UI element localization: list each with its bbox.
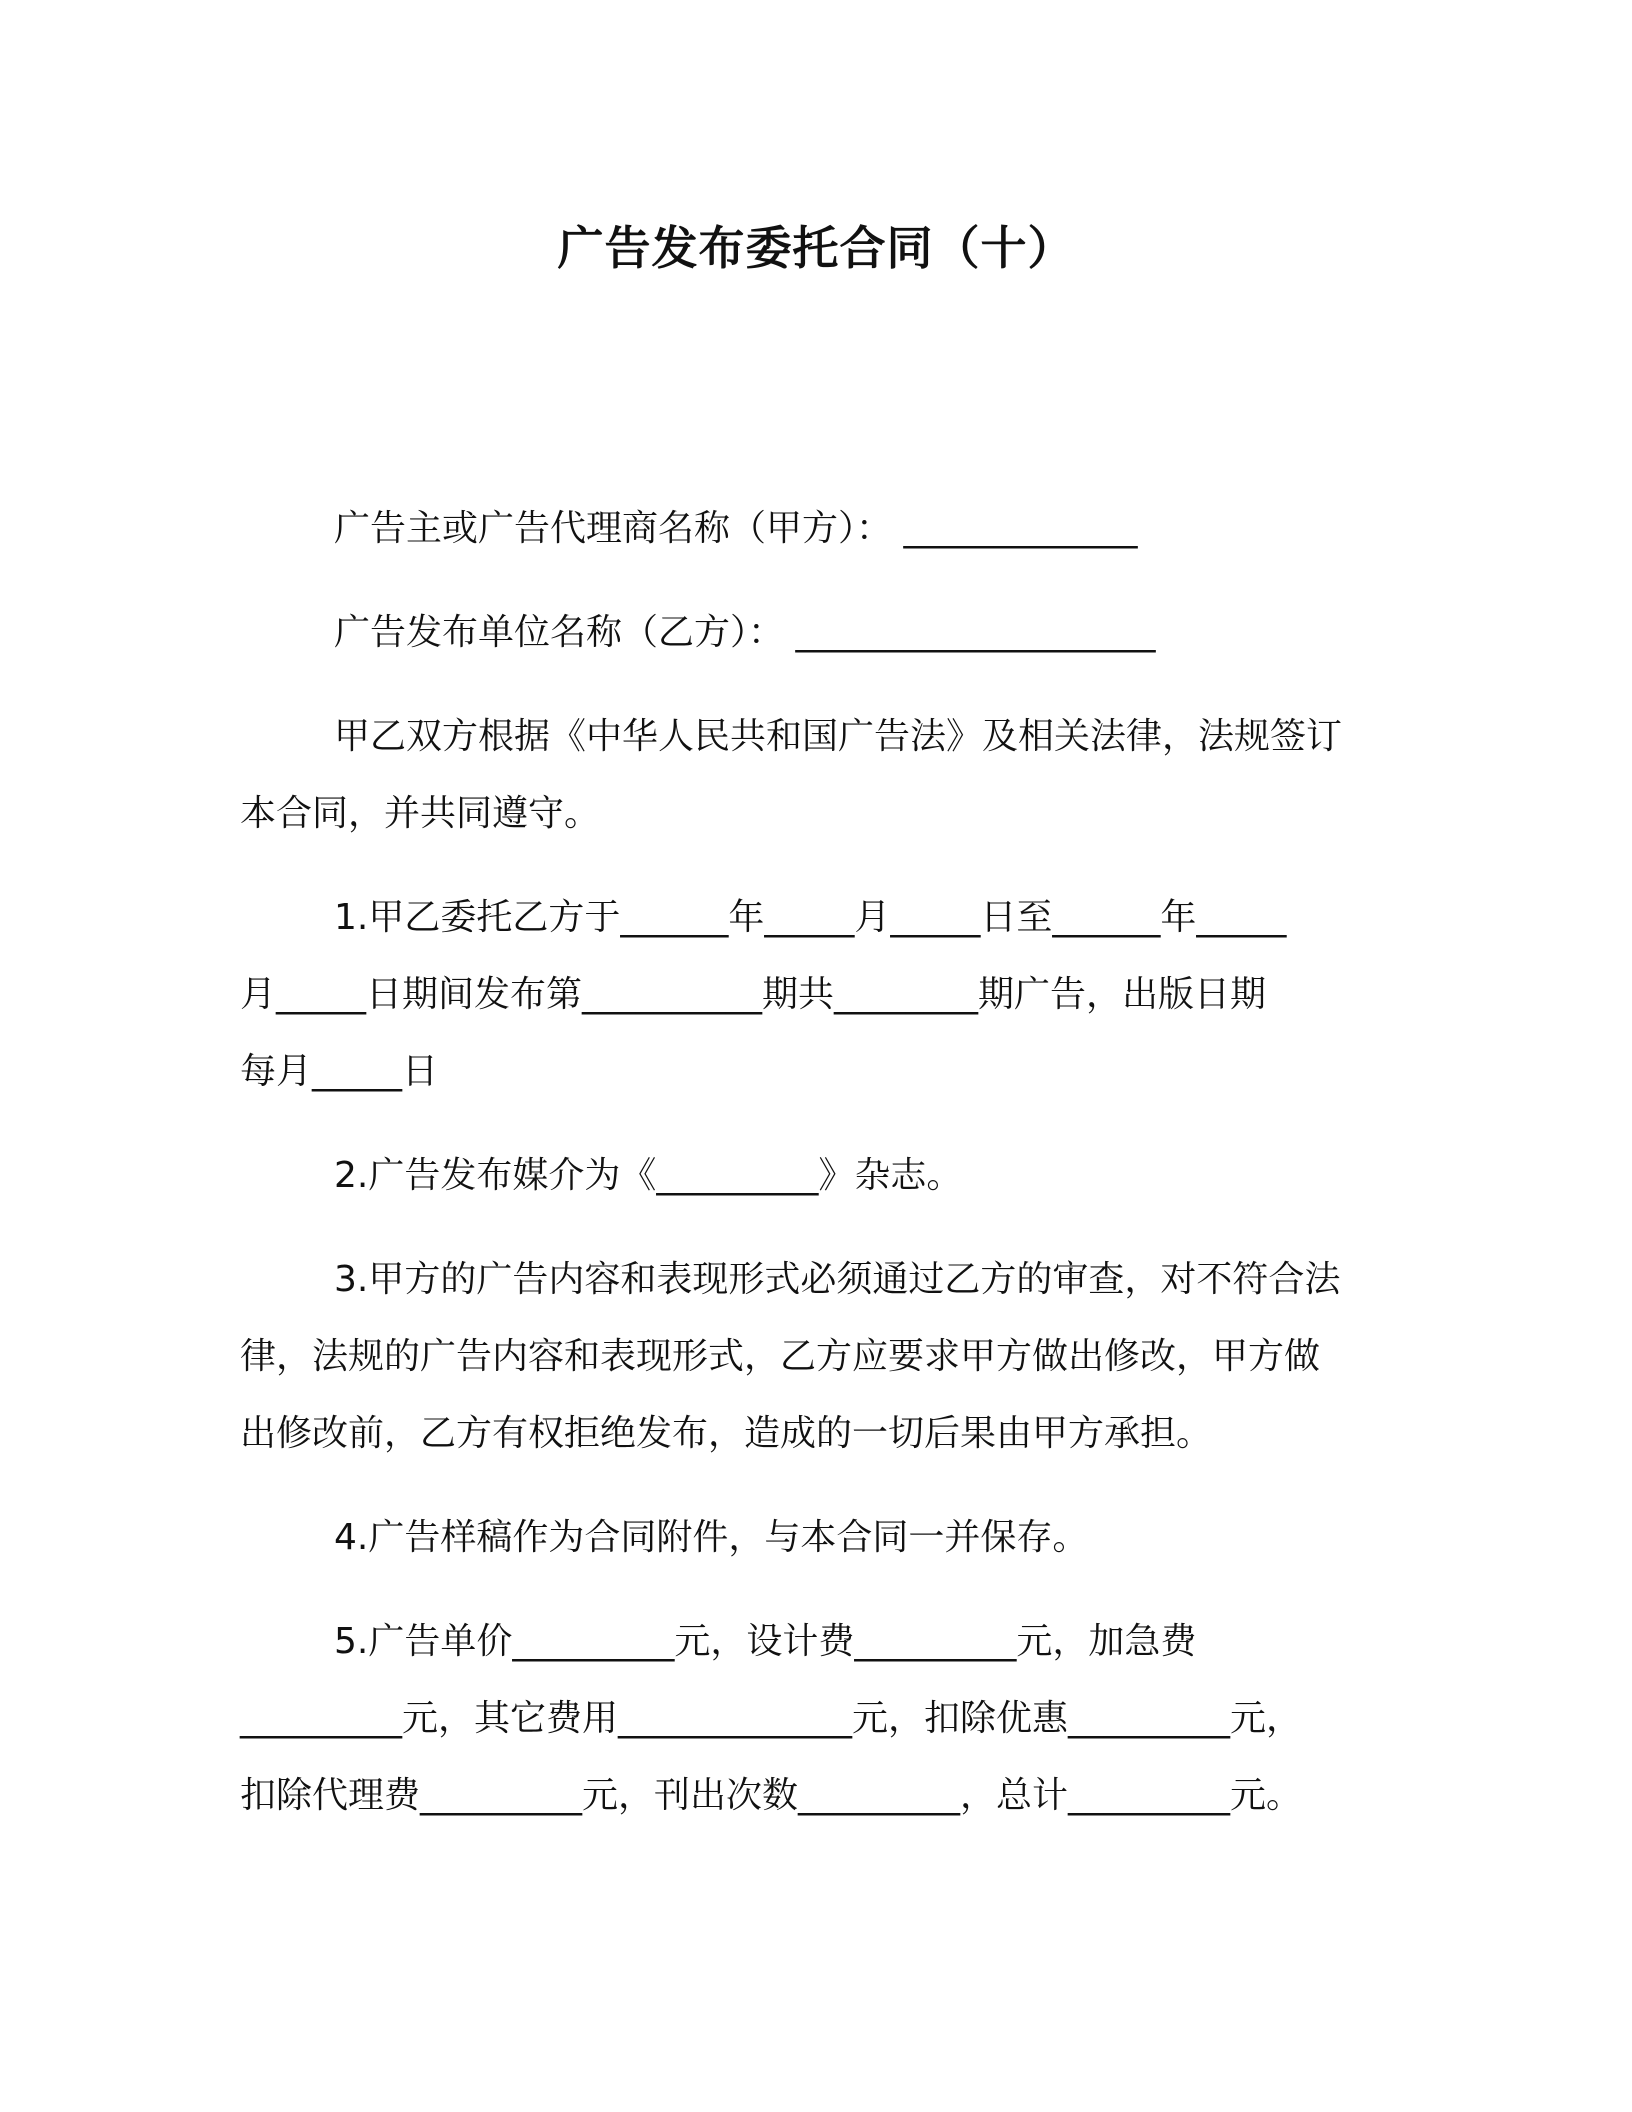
preamble-paragraph <box>240 698 1400 852</box>
paragraph-line: 5.广告单价_________元，设计费_________元，加急费 <box>334 1621 1197 1662</box>
paragraph-line: 出修改前，乙方有权拒绝发布，造成的一切后果由甲方承担。 <box>240 1413 1213 1454</box>
clause-4 <box>240 1499 1400 1576</box>
paragraph-line: _________元，其它费用_____________元，扣除优惠_________元， <box>240 1698 1303 1739</box>
paragraph-line: 广告发布单位名称（乙方）： ____________________ <box>334 612 1156 653</box>
contract-body <box>240 490 1400 1861</box>
paragraph-line: 月_____日期间发布第__________期共________期广告，出版日期 <box>240 974 1267 1015</box>
clause-5 <box>240 1603 1400 1834</box>
clause-1 <box>240 879 1400 1110</box>
clause-2 <box>240 1137 1400 1214</box>
contract-title: 广告发布委托合同（十） <box>557 221 1075 275</box>
party-a-field <box>240 490 1400 567</box>
party-b-field <box>240 594 1400 671</box>
paragraph-line: 本合同，并共同遵守。 <box>240 793 601 834</box>
paragraph-line: 4.广告样稿作为合同附件，与本合同一并保存。 <box>334 1517 1089 1558</box>
paragraph-line: 2.广告发布媒介为《_________》杂志。 <box>334 1155 963 1196</box>
paragraph-line: 1.甲乙委托乙方于______年_____月_____日至______年_____ <box>334 897 1287 938</box>
paragraph-line: 扣除代理费_________元，刊出次数_________，总计_________元。 <box>240 1775 1303 1816</box>
paragraph-line: 广告主或广告代理商名称（甲方）： _____________ <box>334 508 1138 549</box>
paragraph-line: 律，法规的广告内容和表现形式，乙方应要求甲方做出修改，甲方做 <box>240 1336 1321 1377</box>
paragraph-line: 每月_____日 <box>240 1051 439 1092</box>
clause-3 <box>240 1241 1400 1472</box>
paragraph-line: 甲乙双方根据《中华人民共和国广告法》及相关法律，法规签订 <box>334 716 1343 757</box>
paragraph-line: 3.甲方的广告内容和表现形式必须通过乙方的审查，对不符合法 <box>334 1259 1341 1300</box>
